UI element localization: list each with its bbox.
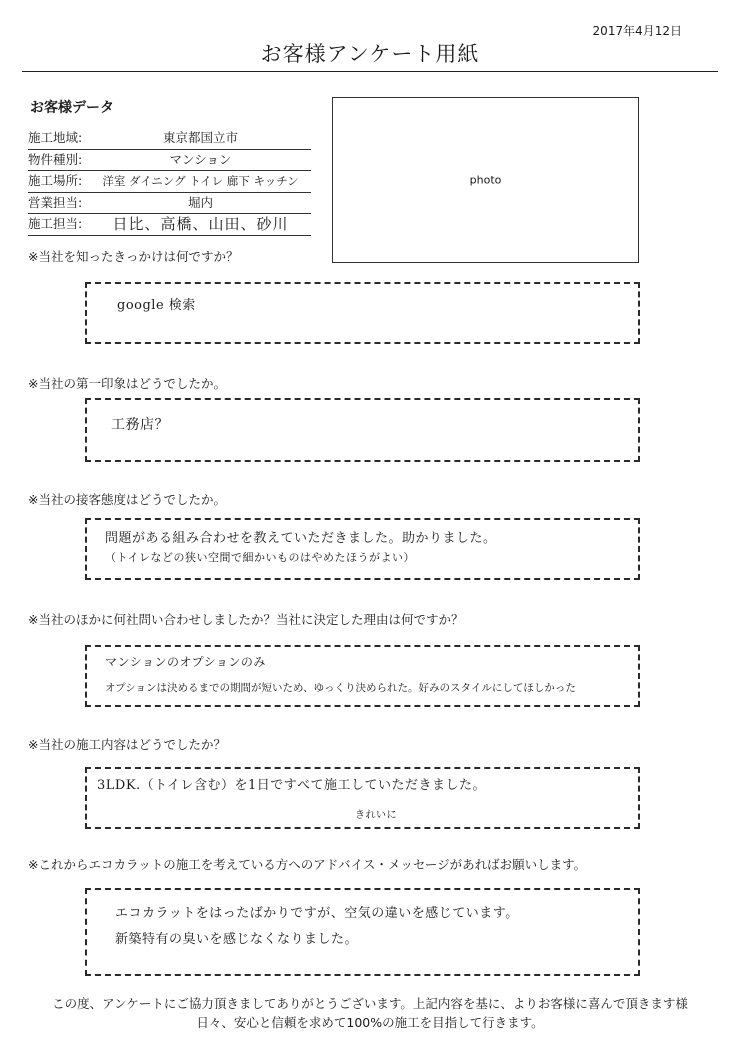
data-label: 物件種別: <box>28 151 83 167</box>
answer-line: （トイレなどの狭い空間で細かいものはやめたほうがよい） <box>105 551 415 564</box>
data-value: 洋室 ダイニング トイレ 廊下 キッチン <box>102 174 299 188</box>
question-3: ※当社の接客態度はどうでしたか。 <box>28 492 226 507</box>
answer-line: マンションのオプションのみ <box>105 655 266 669</box>
data-label: 営業担当: <box>28 194 83 210</box>
title-bar <box>22 40 718 72</box>
data-label: 施工地域: <box>28 130 83 145</box>
answer-box-1 <box>85 282 640 344</box>
answer-box-2 <box>85 398 640 462</box>
data-row-installers <box>28 214 311 236</box>
data-row-sales <box>28 193 311 215</box>
data-value: 堀内 <box>187 194 213 210</box>
question-2: ※当社の第一印象はどうでしたか。 <box>28 376 226 391</box>
question-1: ※当社を知ったきっかけは何ですか？ <box>28 249 239 264</box>
page-title: お客様アンケート用紙 <box>260 42 480 66</box>
answer-line: google 検索 <box>117 298 196 313</box>
answer-line: 新築特有の臭いを感じなくなりました。 <box>115 932 359 947</box>
question-6: ※これからエコカラットの施工を考えている方へのアドバイス・メッセージがあればお願いします。 <box>28 857 587 872</box>
answer-line: 3LDK.（トイレ含む）を1日ですべて施工していただきました。 <box>97 778 487 793</box>
data-value: 日比、高橋、山田、砂川 <box>112 215 289 233</box>
answer-line: 問題がある組み合わせを教えていただきました。助かりました。 <box>105 531 497 546</box>
photo-label: photo <box>469 173 502 187</box>
answer-line: オプションは決めるまでの期間が短いため、ゆっくり決められた。好みのスタイルにしてほしかった <box>105 682 576 694</box>
photo-box <box>332 97 639 263</box>
survey-date: 2017年4月12日 <box>592 24 682 38</box>
footer-message <box>0 994 740 1032</box>
answer-line: きれいに <box>355 810 397 821</box>
answer-box-5 <box>85 767 640 829</box>
customer-data-heading: お客様データ <box>30 100 114 116</box>
data-row-area <box>28 128 311 150</box>
data-value: 東京都国立市 <box>162 130 238 145</box>
data-label: 施工場所: <box>28 173 83 188</box>
data-row-property-type <box>28 150 311 172</box>
data-row-location <box>28 171 311 193</box>
footer-line-2: 日々、安心と信頼を求めて100%の施工を目指して行きます。 <box>196 1015 544 1030</box>
answer-box-3 <box>85 518 640 580</box>
data-value: マンション <box>169 151 232 167</box>
answer-line: 工務店？ <box>111 417 169 433</box>
question-4: ※当社のほかに何社問い合わせしましたか？当社に決定した理由は何ですか？ <box>28 612 464 627</box>
customer-data-table <box>28 128 311 236</box>
question-5: ※当社の施工内容はどうでしたか？ <box>28 737 226 752</box>
answer-box-6 <box>85 888 640 976</box>
data-label: 施工担当: <box>28 216 83 231</box>
footer-line-1: この度、アンケートにご協力頂きましてありがとうございます。上記内容を基に、よりお客様に喜んで頂きます様 <box>52 996 688 1011</box>
answer-box-4 <box>85 645 640 707</box>
answer-line: エコカラットをはったばかりですが、空気の違いを感じています。 <box>115 906 519 921</box>
